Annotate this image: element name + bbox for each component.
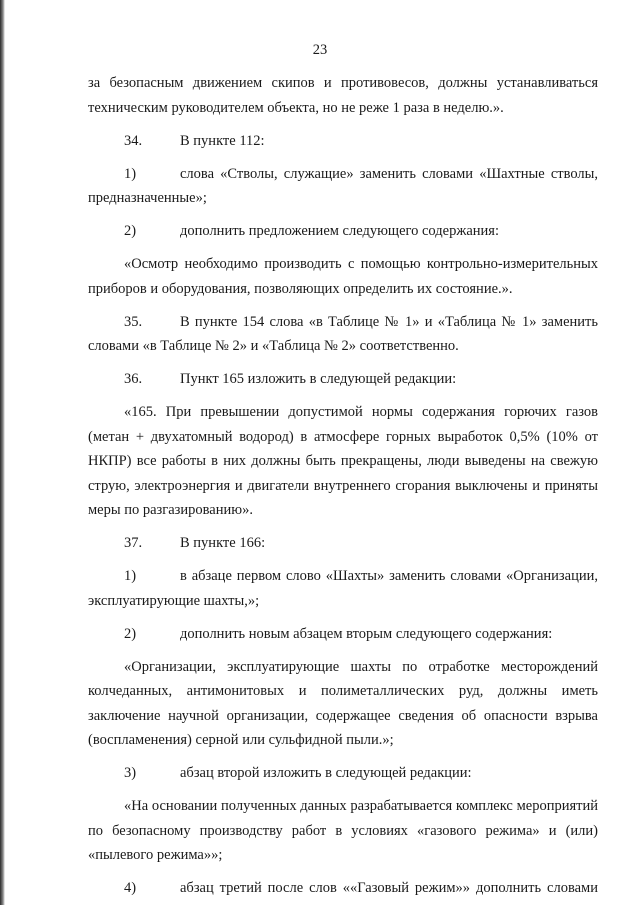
item-34-1 [88,162,598,211]
quote-organizations: «Организации, эксплуатирующие шахты по отработке месторождений колчеданных, антимонитовых и полиметаллических руд, должны иметь заключение научной организации, содержащее сведения об опасности взрыва (воспламенения) серной или сульфидной пыли.»; [88,658,598,748]
item-number: 1) [124,165,137,182]
page-left-edge [0,0,5,905]
item-text: Пункт 165 изложить в следующей редакции: [180,371,457,387]
item-36 [88,367,598,392]
item-text: В пункте 112: [180,132,265,149]
item-35 [88,310,598,359]
item-text: дополнить предложением следующего содержания: [180,223,499,239]
item-number: 2) [124,625,137,642]
item-number: 4) [124,880,137,896]
item-37-2 [88,622,598,647]
document-body [88,71,598,905]
item-text: абзац третий после слов ««Газовый режим»» дополнить словами [180,880,598,896]
item-number: 3) [124,765,137,781]
page-number: 23 [312,42,328,58]
quote-165: «165. При превышении допустимой нормы содержания горючих газов (метан + двухатомный водород) в атмосфере горных выработок 0,5% (10% от НКПР) все работы в них должны быть прекращены, люди выведены на свежую струю, электроэнергия и двигатели внутреннего сгорания выключены и приняты меры по разгазированию». [88,404,598,518]
paragraph-continuation: за безопасным движением скипов и противовесов, должны устанавливаться техническим руководителем объекта, но не реже 1 раза в неделю.». [88,75,598,116]
item-34-2 [88,219,598,244]
item-text: абзац второй изложить в следующей редакции: [180,765,472,781]
item-number: 37. [124,535,143,551]
item-text: в абзаце первом слово «Шахты» заменить словами «Организации, эксплуатирующие шахты,»; [88,568,598,609]
item-number: 35. [124,313,143,330]
quote-measures: «На основании полученных данных разрабатывается комплекс мероприятий по безопасному производству работ в условиях «газового режима» и (или) «пылевого режима»»; [88,798,598,863]
item-37 [88,531,598,556]
item-number: 34. [124,132,143,149]
item-text: слова «Стволы, служащие» заменить словами «Шахтные стволы, предназначенные»; [88,165,598,206]
quote-inspection: «Осмотр необходимо производить с помощью контрольно-измерительных приборов и оборудования, позволяющих определить их состояние.». [88,256,598,297]
item-number: 1) [124,568,137,584]
item-text: дополнить новым абзацем вторым следующего содержания: [180,625,553,642]
item-text: В пункте 166: [180,535,266,551]
item-number: 36. [124,371,143,387]
item-34 [88,129,598,154]
item-37-1 [88,564,598,613]
item-number: 2) [124,223,137,239]
item-37-4 [88,876,598,901]
item-text: В пункте 154 слова «в Таблице № 1» и «Таблица № 1» заменить словами «в Таблице № 2» и «Таблица № 2» соответственно. [88,313,598,354]
item-37-3 [88,761,598,786]
